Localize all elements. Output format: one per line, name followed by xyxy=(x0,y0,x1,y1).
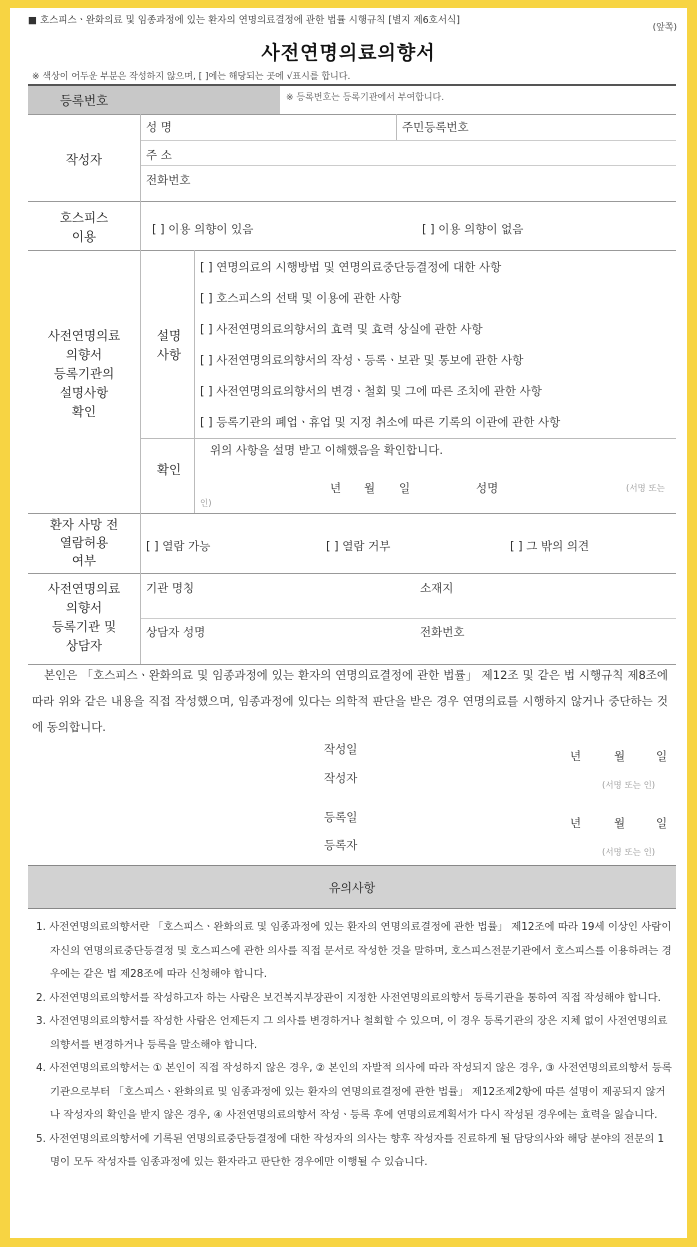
registration-note: ※ 등록번호는 등록기관에서 부여합니다. xyxy=(286,93,445,103)
side-label: (앞쪽) xyxy=(652,23,677,33)
registered-date-label: 등록일 xyxy=(324,810,358,824)
registered-day[interactable]: 일 xyxy=(656,816,668,830)
divider xyxy=(140,618,676,619)
institution-label-line: 등록기관 및 xyxy=(51,619,117,634)
divider xyxy=(140,438,676,439)
writer-rrn-field[interactable]: 주민등록번호 xyxy=(402,120,469,134)
confirm-label: 확인 xyxy=(156,462,182,477)
viewing-label-line: 여부 xyxy=(71,553,97,568)
counselor-name-field[interactable]: 상담자 성명 xyxy=(146,625,206,639)
institution-location-field[interactable]: 소재지 xyxy=(420,581,454,595)
writer-sign-hint: (서명 또는 인) xyxy=(602,781,656,791)
sign-hint-cont: 인) xyxy=(200,499,212,509)
divider xyxy=(28,573,676,574)
writer-label: 작성자 xyxy=(65,152,103,167)
registered-year[interactable]: 년 xyxy=(570,816,582,830)
explanation-label-line: 사전연명의료 xyxy=(47,328,121,343)
explanation-item-checkbox[interactable]: [ ] 사전연명의료의향서의 변경ㆍ철회 및 그에 따른 조치에 관한 사항 xyxy=(200,384,542,398)
viewing-label-line: 환자 사망 전 xyxy=(49,517,119,532)
written-day[interactable]: 일 xyxy=(656,749,668,763)
note-item: 1. 사전연명의료의향서란 「호스피스ㆍ완화의료 및 임종과정에 있는 환자의 연명의료결정에 관한 법률」 제12조에 따라 19세 이상인 사람이 자신의 연명의료중단등결정 및 호스피스에 관한 의사를 직접 문서로 작성한 것을 말하며, 호스피스전문기관에서 호스피스를 이용하려는 경우에는 같은 법 제28조에 따라 신청해야 합니다. xyxy=(36,921,672,980)
hospice-label-line: 호스피스 xyxy=(59,210,109,225)
registration-label: 등록번호 xyxy=(59,93,109,108)
explanation-item-checkbox[interactable]: [ ] 사전연명의료의향서의 작성ㆍ등록ㆍ보관 및 통보에 관한 사항 xyxy=(200,353,524,367)
confirm-day[interactable]: 일 xyxy=(399,481,411,495)
explanation-label-line: 의향서 xyxy=(65,347,103,362)
writer-address-field[interactable]: 주 소 xyxy=(146,148,172,162)
explanation-items-label xyxy=(144,326,194,364)
divider xyxy=(194,250,195,513)
registrar-sign-hint: (서명 또는 인) xyxy=(602,848,656,858)
divider xyxy=(396,114,397,140)
hospice-label-line: 이용 xyxy=(71,229,97,244)
institution-name-field[interactable]: 기관 명칭 xyxy=(146,581,195,595)
written-date-label: 작성일 xyxy=(324,742,358,756)
law-reference: ■ 호스피스ㆍ완화의료 및 임종과정에 있는 환자의 연명의료결정에 관한 법률 시행규칙 [별지 제6호서식] xyxy=(28,15,460,26)
items-label-line: 설명 xyxy=(156,328,182,343)
instruction-note: ※ 색상이 어두운 부분은 작성하지 않으며, [ ]에는 해당되는 곳에 √표시를 합니다. xyxy=(32,72,351,82)
institution-label-line: 상담자 xyxy=(65,638,103,653)
form-title: 사전연명의료의향서 xyxy=(261,42,436,64)
hospice-label xyxy=(28,208,140,246)
explanation-item-checkbox[interactable]: [ ] 호스피스의 선택 및 이용에 관한 사항 xyxy=(200,291,402,305)
note-item: 5. 사전연명의료의향서에 기록된 연명의료중단등결정에 대한 작성자의 의사는 향후 작성자를 진료하게 될 담당의사와 해당 분야의 전문의 1명이 모두 작성자를 임종과정에 있는 환자라고 판단한 경우에만 이행될 수 있습니다. xyxy=(36,1132,665,1168)
form-page xyxy=(10,8,687,1238)
explanation-item-checkbox[interactable]: [ ] 사전연명의료의향서의 효력 및 효력 상실에 관한 사항 xyxy=(200,322,483,336)
note-item: 2. 사전연명의료의향서를 작성하고자 하는 사람은 보건복지부장관이 지정한 사전연명의료의향서 등록기관을 통하여 직접 작성해야 합니다. xyxy=(36,991,661,1004)
divider xyxy=(28,908,676,909)
explanation-item-checkbox[interactable]: [ ] 연명의료의 시행방법 및 연명의료중단등결정에 대한 사항 xyxy=(200,260,502,274)
viewing-label xyxy=(28,516,140,570)
notes-list xyxy=(30,916,672,1175)
writer-name-field[interactable]: 성 명 xyxy=(146,120,172,134)
explanation-item-checkbox[interactable]: [ ] 등록기관의 폐업ㆍ휴업 및 지정 취소에 따른 기록의 이관에 관한 사항 xyxy=(200,415,561,429)
confirm-year[interactable]: 년 xyxy=(330,481,342,495)
hospice-yes-checkbox[interactable]: [ ] 이용 의향이 있음 xyxy=(152,222,254,236)
explanation-label-line: 확인 xyxy=(71,404,97,419)
divider xyxy=(28,250,676,251)
written-year[interactable]: 년 xyxy=(570,749,582,763)
notes-title: 유의사항 xyxy=(328,881,376,895)
explanation-label xyxy=(28,326,140,421)
institution-label xyxy=(28,579,140,655)
divider xyxy=(140,140,676,141)
confirm-signature-name[interactable]: 성명 xyxy=(476,481,499,495)
sign-hint: (서명 또는 xyxy=(626,484,665,494)
written-month[interactable]: 월 xyxy=(614,749,626,763)
registrar-sign-label: 등록자 xyxy=(324,838,358,852)
divider xyxy=(28,201,676,202)
explanation-label-line: 설명사항 xyxy=(59,385,109,400)
institution-label-line: 의향서 xyxy=(65,600,103,615)
viewing-other-checkbox[interactable]: [ ] 그 밖의 의견 xyxy=(510,539,590,553)
counselor-phone-field[interactable]: 전화번호 xyxy=(420,625,465,639)
writer-phone-field[interactable]: 전화번호 xyxy=(146,173,191,187)
divider xyxy=(140,114,141,664)
viewing-allow-checkbox[interactable]: [ ] 열람 가능 xyxy=(146,539,211,553)
divider xyxy=(140,165,676,166)
registered-month[interactable]: 월 xyxy=(614,816,626,830)
explanation-label-line: 등록기관의 xyxy=(53,366,115,381)
divider xyxy=(28,114,676,115)
note-item: 4. 사전연명의료의향서는 ① 본인이 직접 작성하지 않은 경우, ② 본인의 자발적 의사에 따라 작성되지 않은 경우, ③ 사전연명의료의향서 등록기관으로부터 「호스피스ㆍ완화의료 및 임종과정에 있는 환자의 연명의료결정에 관한 법률」 제12조제2항에 따른 설명이 제공되지 않거나 작성자의 확인을 받지 않은 경우, ④ 사전연명의료의향서 작성ㆍ등록 후에 연명의료계획서가 다시 작성된 경우에는 효력을 잃습니다. xyxy=(36,1062,672,1121)
items-label-line: 사항 xyxy=(156,347,182,362)
confirm-month[interactable]: 월 xyxy=(364,481,376,495)
note-item: 3. 사전연명의료의향서를 작성한 사람은 언제든지 그 의사를 변경하거나 철회할 수 있으며, 이 경우 등록기관의 장은 지체 없이 사전연명의료의향서를 변경하거나 등록을 말소해야 합니다. xyxy=(36,1015,668,1051)
confirm-text: 위의 사항을 설명 받고 이해했음을 확인합니다. xyxy=(210,443,444,457)
viewing-label-line: 열람허용 xyxy=(59,535,109,550)
institution-label-line: 사전연명의료 xyxy=(47,581,121,596)
writer-sign-label: 작성자 xyxy=(324,771,358,785)
divider xyxy=(28,513,676,514)
hospice-no-checkbox[interactable]: [ ] 이용 의향이 없음 xyxy=(422,222,524,236)
declaration-text: 본인은 「호스피스ㆍ완화의료 및 임종과정에 있는 환자의 연명의료결정에 관한 법률」 제12조 및 같은 법 시행규칙 제8조에 따라 위와 같은 내용을 직접 작성했으며, 임종과정에 있다는 의학적 판단을 받은 경우 연명의료를 시행하지 않거나 중단하는 것에 동의합니다. xyxy=(32,668,668,734)
viewing-deny-checkbox[interactable]: [ ] 열람 거부 xyxy=(326,539,391,553)
